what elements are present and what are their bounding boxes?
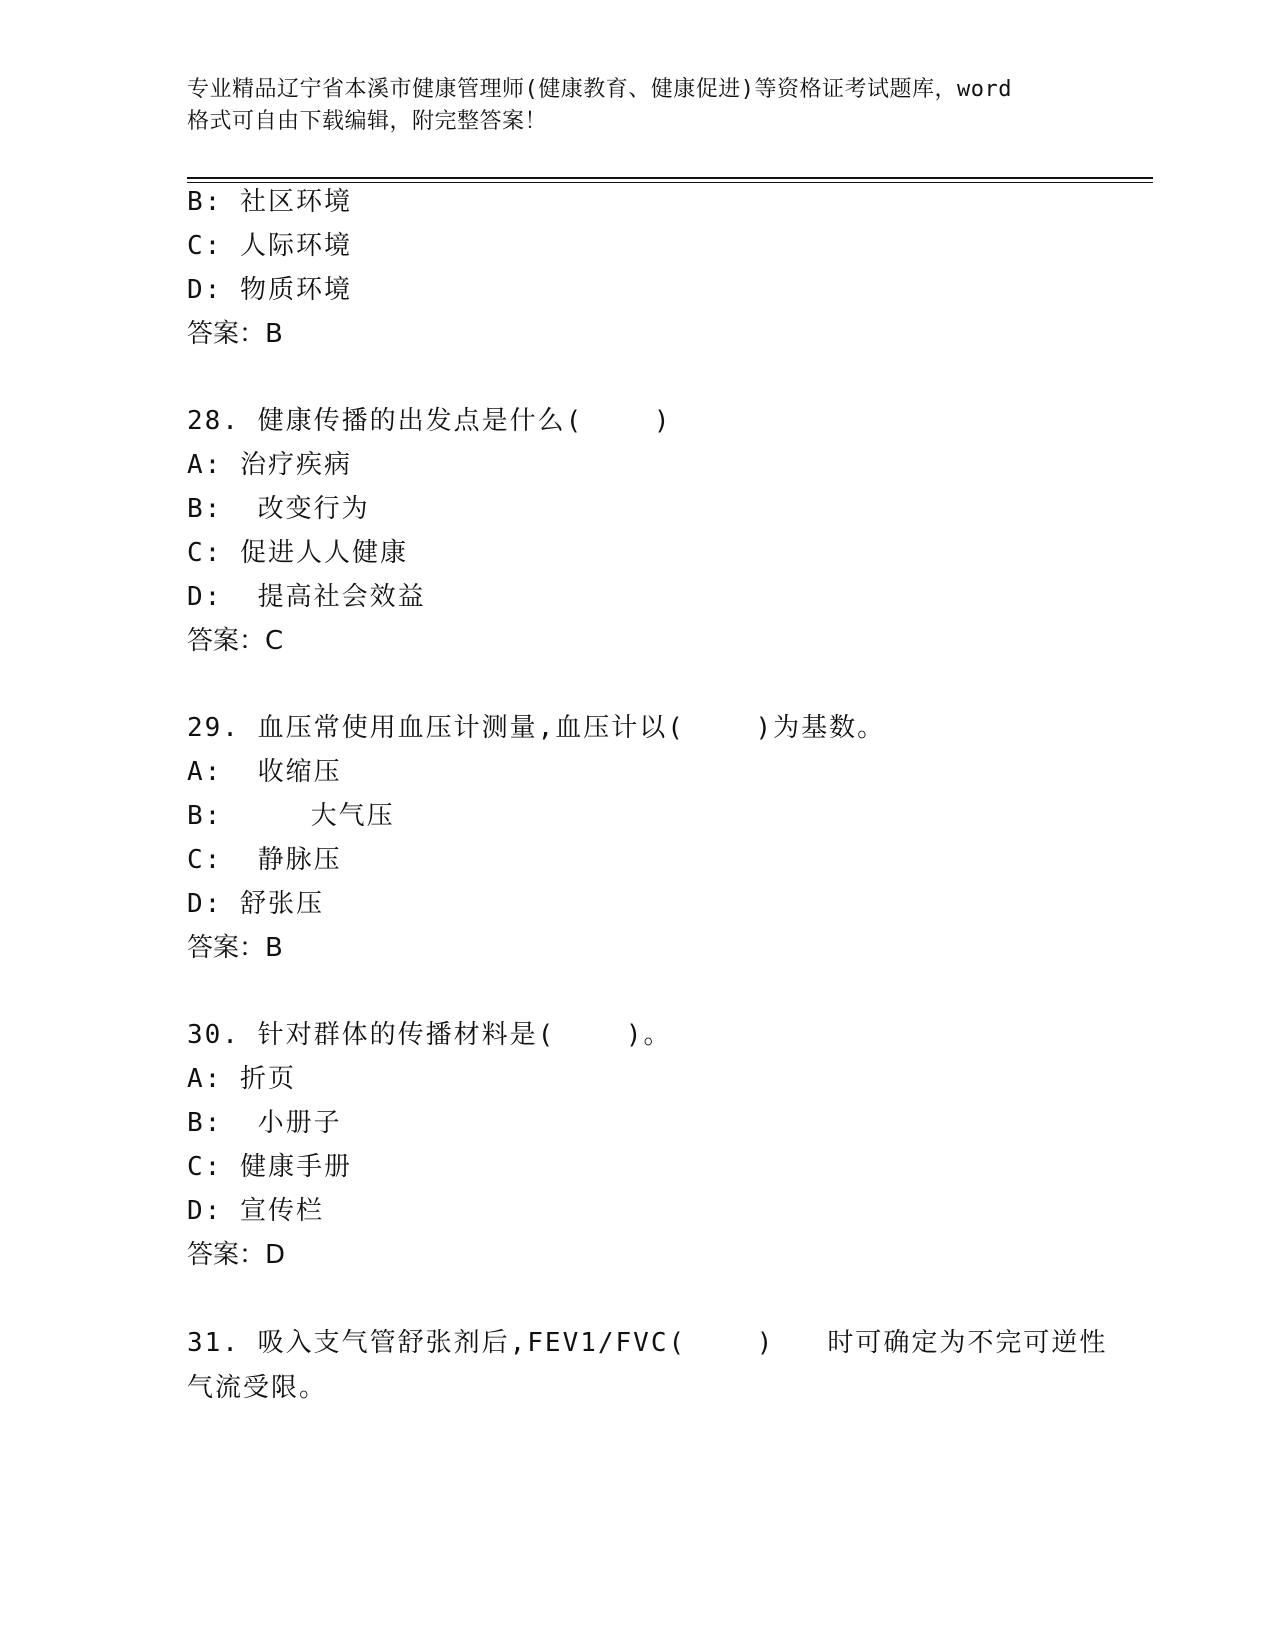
- prev-option-d: D: 物质环境: [187, 275, 352, 305]
- prev-answer: 答案：B: [187, 319, 283, 349]
- q31-question-line-2: 气流受限。: [187, 1373, 328, 1403]
- page-header: [187, 74, 1087, 138]
- q29-answer: 答案：B: [187, 933, 283, 963]
- q29-question: 29. 血压常使用血压计测量,血压计以( )为基数。: [187, 713, 886, 743]
- q30-option-b: B: 小册子: [187, 1108, 342, 1138]
- header-line-2: 格式可自由下载编辑，附完整答案！: [187, 109, 548, 134]
- q30-option-d: D: 宣传栏: [187, 1196, 324, 1226]
- q30-option-c: C: 健康手册: [187, 1152, 352, 1182]
- q28-question: 28. 健康传播的出发点是什么( ): [187, 406, 672, 436]
- q28-option-c: C: 促进人人健康: [187, 538, 408, 568]
- header-divider-thick: [187, 177, 1153, 179]
- q28-option-d: D: 提高社会效益: [187, 582, 426, 612]
- header-divider-thin: [187, 182, 1153, 183]
- q29-option-d: D: 舒张压: [187, 889, 324, 919]
- q28-option-b: B: 改变行为: [187, 494, 370, 524]
- q28-option-a: A: 治疗疾病: [187, 450, 352, 480]
- q31-question-line-1: 31. 吸入支气管舒张剂后,FEV1/FVC( ) 时可确定为不完可逆性: [187, 1328, 1108, 1358]
- q30-question: 30. 针对群体的传播材料是( )。: [187, 1020, 672, 1050]
- q30-option-a: A: 折页: [187, 1064, 296, 1094]
- header-line-1: 专业精品辽宁省本溪市健康管理师(健康教育、健康促进)等资格证考试题库，word: [187, 77, 1012, 102]
- q29-option-a: A: 收缩压: [187, 757, 342, 787]
- prev-option-c: C: 人际环境: [187, 231, 352, 261]
- prev-option-b: B: 社区环境: [187, 187, 352, 217]
- q30-answer: 答案：D: [187, 1240, 286, 1270]
- q28-answer: 答案：C: [187, 626, 284, 656]
- q29-option-c: C: 静脉压: [187, 845, 342, 875]
- q29-option-b: B: 大气压: [187, 801, 395, 831]
